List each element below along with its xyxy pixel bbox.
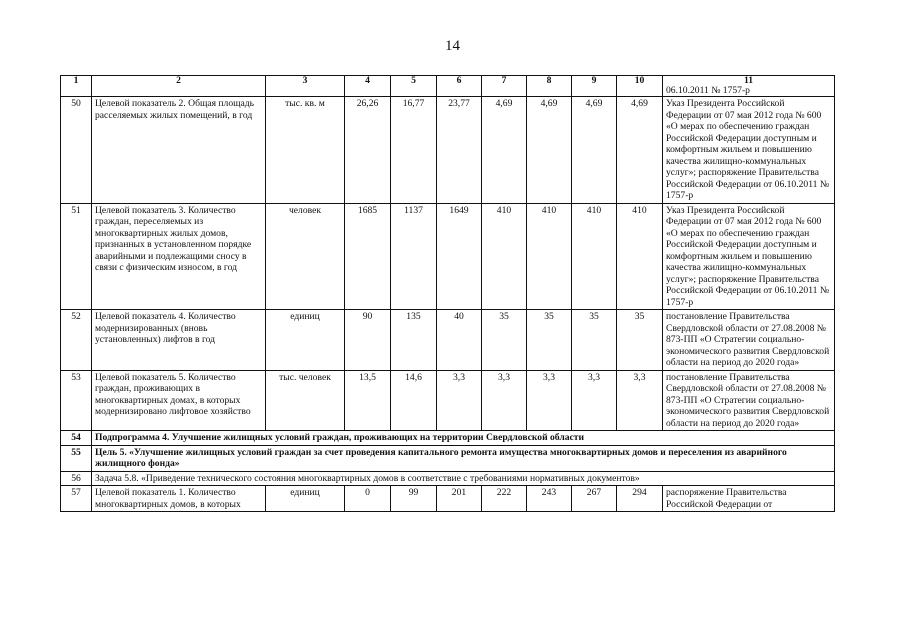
column-header: 10 bbox=[617, 76, 663, 97]
indicator-value: 3,3 bbox=[482, 370, 527, 431]
table-row bbox=[61, 97, 835, 204]
indicators-table bbox=[60, 75, 835, 512]
column-header: 1 bbox=[61, 76, 92, 97]
column-header: 5 bbox=[391, 76, 437, 97]
unit-of-measure: тыс. кв. м bbox=[266, 97, 345, 204]
indicator-value: 135 bbox=[391, 310, 437, 371]
indicator-value: 3,3 bbox=[527, 370, 572, 431]
carry-over-text: 06.10.2011 № 1757-р bbox=[666, 85, 750, 96]
indicator-value: 99 bbox=[391, 486, 437, 512]
indicator-value: 201 bbox=[437, 486, 482, 512]
indicator-value: 410 bbox=[572, 203, 617, 310]
unit-of-measure: единиц bbox=[266, 486, 345, 512]
section-row bbox=[61, 431, 835, 446]
section-title: Цель 5. «Улучшение жилищных условий граждан за счет проведения капитального ремонта имущества многоквартирных домов и переселения из аварийного жилищного фонда» bbox=[92, 445, 835, 471]
table-row bbox=[61, 203, 835, 310]
indicator-name: Целевой показатель 4. Количество модернизированных (вновь установленных) лифтов в год bbox=[92, 310, 266, 371]
source-document: Указ Президента Российской Федерации от 07 мая 2012 года № 600 «О мерах по обеспечению граждан Российской Федерации доступным и комфортным жильем и повышению качества жилищно-коммунальных услуг»; распоряжение Правительства Российской Федерации от 06.10.2011 № 1757-р bbox=[663, 97, 835, 204]
indicator-value: 410 bbox=[617, 203, 663, 310]
indicator-value: 4,69 bbox=[617, 97, 663, 204]
indicator-value: 35 bbox=[527, 310, 572, 371]
indicator-value: 23,77 bbox=[437, 97, 482, 204]
column-header: 11 bbox=[743, 75, 754, 86]
unit-of-measure: тыс. человек bbox=[266, 370, 345, 431]
column-header: 6 bbox=[437, 76, 482, 97]
indicator-value: 410 bbox=[527, 203, 572, 310]
row-number: 53 bbox=[61, 370, 92, 431]
indicator-value: 4,69 bbox=[527, 97, 572, 204]
indicator-value: 1685 bbox=[345, 203, 391, 310]
row-number: 50 bbox=[61, 97, 92, 204]
table-row bbox=[61, 310, 835, 371]
row-number: 57 bbox=[61, 486, 92, 512]
row-number: 52 bbox=[61, 310, 92, 371]
page-number: 14 bbox=[445, 38, 460, 54]
row-number: 55 bbox=[61, 445, 92, 471]
indicator-value: 267 bbox=[572, 486, 617, 512]
source-document: постановление Правительства Свердловской области от 27.08.2008 № 873-ПП «О Стратегии социально-экономического развития Свердловской области на период до 2020 года» bbox=[663, 310, 835, 371]
column-header: 8 bbox=[527, 76, 572, 97]
indicator-value: 0 bbox=[345, 486, 391, 512]
section-title: Подпрограмма 4. Улучшение жилищных условий граждан, проживающих на территории Свердловской области bbox=[92, 431, 835, 446]
column-header: 3 bbox=[266, 76, 345, 97]
indicator-value: 3,3 bbox=[572, 370, 617, 431]
indicator-value: 35 bbox=[482, 310, 527, 371]
indicator-value: 222 bbox=[482, 486, 527, 512]
indicator-value: 35 bbox=[617, 310, 663, 371]
indicator-value: 16,77 bbox=[391, 97, 437, 204]
table-row bbox=[61, 370, 835, 431]
indicator-value: 90 bbox=[345, 310, 391, 371]
source-document: Указ Президента Российской Федерации от 07 мая 2012 года № 600 «О мерах по обеспечению граждан Российской Федерации доступным и комфортным жильем и повышению качества жилищно-коммунальных услуг»; распоряжение Правительства Российской Федерации от 06.10.2011 № 1757-р bbox=[663, 203, 835, 310]
indicator-value: 243 bbox=[527, 486, 572, 512]
indicator-value: 4,69 bbox=[572, 97, 617, 204]
row-number: 56 bbox=[61, 471, 92, 486]
unit-of-measure: человек bbox=[266, 203, 345, 310]
indicator-value: 4,69 bbox=[482, 97, 527, 204]
column-header: 9 bbox=[572, 76, 617, 97]
section-row bbox=[61, 471, 835, 486]
row-number: 51 bbox=[61, 203, 92, 310]
row-number: 54 bbox=[61, 431, 92, 446]
source-document: постановление Правительства Свердловской области от 27.08.2008 № 873-ПП «О Стратегии социально-экономического развития Свердловской области на период до 2020 года» bbox=[663, 370, 835, 431]
table-row bbox=[61, 486, 835, 512]
section-title: Задача 5.8. «Приведение технического состояния многоквартирных домов в соответствие с требованиями нормативных документов» bbox=[92, 471, 835, 486]
indicator-value: 14,6 bbox=[391, 370, 437, 431]
indicator-value: 1649 bbox=[437, 203, 482, 310]
indicator-value: 26,26 bbox=[345, 97, 391, 204]
column-header bbox=[663, 76, 835, 97]
indicator-name: Целевой показатель 1. Количество многоквартирных домов, в которых bbox=[92, 486, 266, 512]
indicator-value: 40 bbox=[437, 310, 482, 371]
column-header: 2 bbox=[92, 76, 266, 97]
unit-of-measure: единиц bbox=[266, 310, 345, 371]
indicator-value: 294 bbox=[617, 486, 663, 512]
source-document: распоряжение Правительства Российской Федерации от bbox=[663, 486, 835, 512]
column-header: 4 bbox=[345, 76, 391, 97]
indicator-value: 410 bbox=[482, 203, 527, 310]
indicator-value: 35 bbox=[572, 310, 617, 371]
header-row bbox=[61, 76, 835, 97]
indicator-value: 3,3 bbox=[437, 370, 482, 431]
section-row bbox=[61, 445, 835, 471]
indicator-value: 13,5 bbox=[345, 370, 391, 431]
indicator-name: Целевой показатель 2. Общая площадь расселяемых жилых помещений, в год bbox=[92, 97, 266, 204]
column-header: 7 bbox=[482, 76, 527, 97]
indicator-name: Целевой показатель 5. Количество граждан, проживающих в многоквартирных домах, в которых модернизировано лифтовое хозяйство bbox=[92, 370, 266, 431]
indicator-value: 3,3 bbox=[617, 370, 663, 431]
indicator-value: 1137 bbox=[391, 203, 437, 310]
indicator-name: Целевой показатель 3. Количество граждан, переселяемых из многоквартирных жилых домов, признанных в установленном порядке аварийными и подлежащими сносу в связи с физическим износом, в год bbox=[92, 203, 266, 310]
